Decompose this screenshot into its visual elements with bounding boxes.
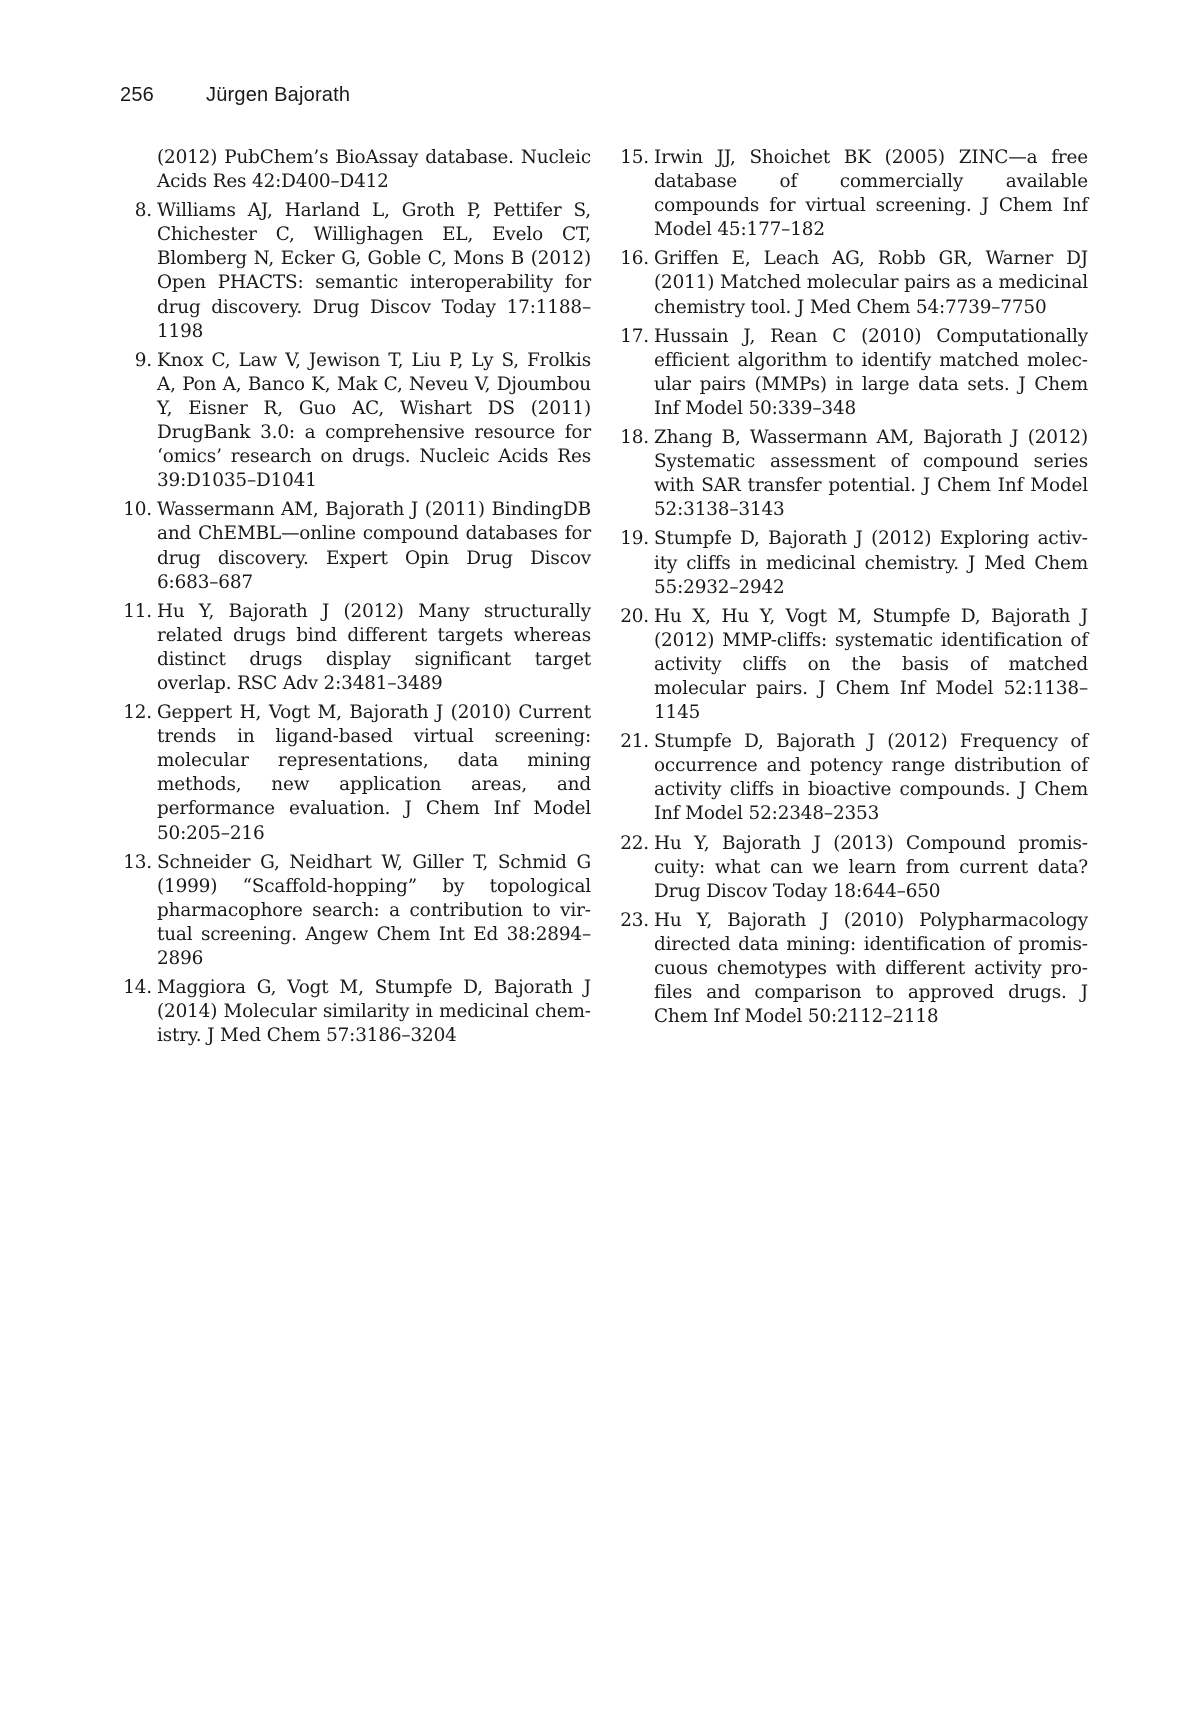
reference-text: (2012) PubChem’s BioAssay database. Nucleic Acids Res 42:D400–D412 bbox=[157, 147, 591, 193]
reference-item bbox=[116, 146, 591, 194]
reference-text: Schneider G, Neidhart W, Giller T, Schmid G (1999) “Scaffold-hopping” by topological pharmacophore search: a contribution to virtual screening. Angew Chem Int Ed 38:2894–2896 bbox=[157, 851, 591, 969]
reference-number: 18. bbox=[620, 427, 649, 449]
running-head-author: Jürgen Bajorath bbox=[206, 84, 351, 106]
reference-number: 16. bbox=[620, 248, 649, 270]
reference-item bbox=[613, 909, 1088, 1029]
reference-item bbox=[116, 498, 591, 594]
reference-text: Zhang B, Wassermann AM, Bajorath J (2012) Systematic assessment of compound series with SAR transfer potential. J Chem Inf Model 52:3138–3143 bbox=[654, 427, 1088, 521]
reference-number: 10. bbox=[123, 499, 152, 521]
reference-item bbox=[613, 730, 1088, 826]
reference-text: Irwin JJ, Shoichet BK (2005) ZINC—a free database of commercially available compounds for virtual screening. J Chem Inf Model 45:177–182 bbox=[654, 147, 1088, 241]
reference-text: Knox C, Law V, Jewison T, Liu P, Ly S, Frolkis A, Pon A, Banco K, Mak C, Neveu V, Djoumbou Y, Eisner R, Guo AC, Wishart DS (2011) DrugBank 3.0: a comprehensive resource for ‘omics’ research on drugs. Nucleic Acids Res 39:D1035–D1041 bbox=[157, 349, 591, 492]
page-number: 256 bbox=[120, 84, 154, 106]
reference-number: 22. bbox=[620, 832, 649, 854]
reference-text: Griffen E, Leach AG, Robb GR, Warner DJ (2011) Matched molecular pairs as a medicinal chemistry tool. J Med Chem 54:7739–7750 bbox=[654, 248, 1088, 318]
reference-text: Stumpfe D, Bajorath J (2012) Frequency of occurrence and potency range distribution of activity cliffs in bioactive compounds. J Chem Inf Model 52:2348–2353 bbox=[654, 731, 1088, 825]
reference-number: 11. bbox=[123, 600, 152, 622]
reference-text: Hu Y, Bajorath J (2012) Many structurally related drugs bind different targets whereas distinct drugs display significant target overlap. RSC Adv 2:3481–3489 bbox=[157, 600, 591, 694]
reference-item bbox=[613, 605, 1088, 725]
reference-text: Williams AJ, Harland L, Groth P, Pettifer S, Chichester C, Willighagen EL, Evelo CT, Blomberg N, Ecker G, Goble C, Mons B (2012) Open PHACTS: semantic interoperability for drug discovery. Drug Discov Today 17:1188–1198 bbox=[157, 200, 591, 342]
reference-item bbox=[613, 832, 1088, 904]
reference-number: 23. bbox=[620, 909, 649, 931]
reference-item bbox=[116, 600, 591, 696]
reference-item bbox=[613, 527, 1088, 599]
reference-item bbox=[116, 701, 591, 846]
reference-item bbox=[116, 349, 591, 494]
reference-number: 13. bbox=[123, 851, 152, 873]
reference-number: 17. bbox=[620, 325, 649, 347]
reference-item bbox=[116, 199, 591, 344]
reference-text: Hu Y, Bajorath J (2010) Polypharmacology directed data mining: identification of promiscuous chemotypes with different activity profiles and comparison to approved drugs. J Chem Inf Model 50:2112–2118 bbox=[654, 909, 1088, 1028]
reference-number: 12. bbox=[123, 702, 152, 724]
reference-text: Hu Y, Bajorath J (2013) Compound promiscuity: what can we learn from current data? Drug Discov Today 18:644–650 bbox=[654, 832, 1088, 902]
reference-text: Stumpfe D, Bajorath J (2012) Exploring activity cliffs in medicinal chemistry. J Med Chem 55:2932–2942 bbox=[654, 528, 1088, 598]
reference-column-right bbox=[613, 146, 1088, 1034]
reference-text: Wassermann AM, Bajorath J (2011) BindingDB and ChEMBL—online compound databases for drug discovery. Expert Opin Drug Discov 6:683–687 bbox=[157, 499, 591, 593]
running-head bbox=[120, 84, 350, 107]
reference-item bbox=[116, 851, 591, 971]
reference-text: Hu X, Hu Y, Vogt M, Stumpfe D, Bajorath J (2012) MMP-cliffs: systematic identification of activity cliffs on the basis of matched molecular pairs. J Chem Inf Model 52:1138–1145 bbox=[654, 605, 1088, 724]
reference-number: 15. bbox=[620, 147, 649, 168]
reference-number: 20. bbox=[620, 605, 649, 627]
reference-number: 14. bbox=[123, 977, 152, 999]
reference-number: 8. bbox=[134, 200, 152, 222]
reference-text: Geppert H, Vogt M, Bajorath J (2010) Current trends in ligand-based virtual screening: molecular representations, data mining methods, new application areas, and performance evaluation. J Chem Inf Model 50:205–216 bbox=[157, 702, 591, 844]
reference-number: 21. bbox=[620, 731, 649, 753]
reference-item bbox=[613, 146, 1088, 242]
reference-item bbox=[613, 325, 1088, 421]
reference-column-left bbox=[116, 146, 591, 1053]
reference-item bbox=[116, 976, 591, 1048]
reference-text: Maggiora G, Vogt M, Stumpfe D, Bajorath J (2014) Molecular similarity in medicinal chemistry. J Med Chem 57:3186–3204 bbox=[157, 977, 591, 1047]
reference-item bbox=[613, 426, 1088, 522]
reference-number: 19. bbox=[620, 528, 649, 550]
reference-number: 9. bbox=[134, 349, 152, 371]
reference-item bbox=[613, 247, 1088, 319]
reference-text: Hussain J, Rean C (2010) Computationally efficient algorithm to identify matched molecular pairs (MMPs) in large data sets. J Chem Inf Model 50:339–348 bbox=[654, 325, 1088, 419]
